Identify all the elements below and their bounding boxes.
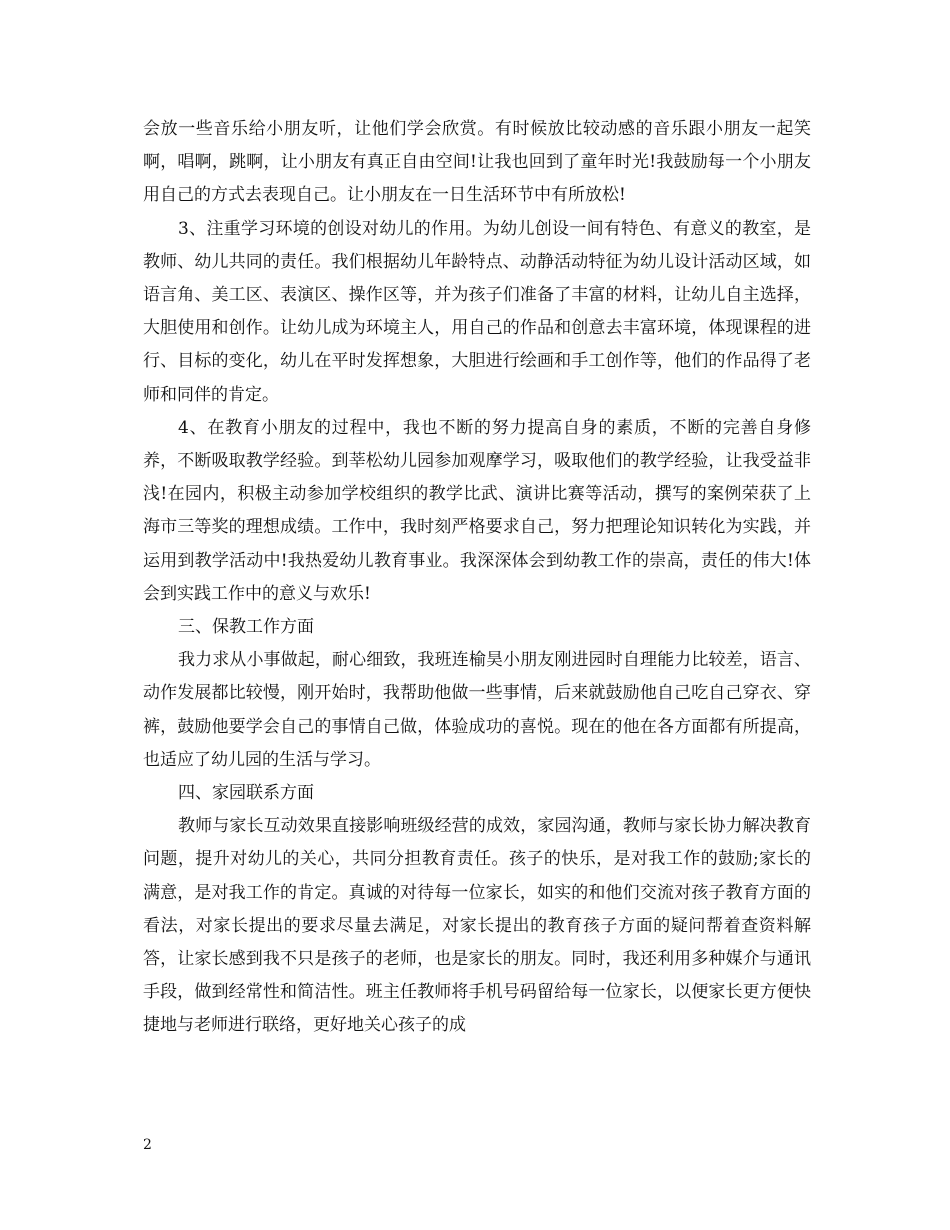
paragraph-learning-environment: 3、注重学习环境的创设对幼儿的作用。为幼儿创设一间有特色、有意义的教室，是教师、幼儿共同的责任。我们根据幼儿年龄特点、动静活动特征为幼儿设计活动区域，如语言角、美工区、表演区、操作区等，并为孩子们准备了丰富的材料，让幼儿自主选择，大胆使用和创作。让幼儿成为环境主人，用自己的作品和创意去丰富环境，体现课程的进行、目标的变化，幼儿在平时发挥想象，大胆进行绘画和手工创作等，他们的作品得了老师和同伴的肯定。 bbox=[143, 218, 811, 405]
paragraph-music-activity: 会放一些音乐给小朋友听，让他们学会欣赏。有时候放比较动感的音乐跟小朋友一起笑啊，唱啊，跳啊，让小朋友有真正自由空间!让我也回到了童年时光!我鼓励每一个小朋友用自己的方式去表现自己。让小朋友在一日生活环节中有所放松! bbox=[143, 119, 811, 206]
paragraph-home-school: 教师与家长互动效果直接影响班级经营的成效，家园沟通，教师与家长协力解决教育问题，提升对幼儿的关心，共同分担教育责任。孩子的快乐，是对我工作的鼓励;家长的满意，是对我工作的肯定。真诚的对待每一位家长，如实的和他们交流对孩子教育方面的看法，对家长提出的要求尽量去满足，对家长提出的教育孩子方面的疑问帮着查资料解答，让家长感到我不只是孩子的老师，也是家长的朋友。同时，我还利用多种媒介与通讯手段，做到经常性和简洁性。班主任教师将手机号码留给每一位家长，以便家长更方便快捷地与老师进行联络，更好地关心孩子的成 bbox=[143, 816, 811, 1036]
section-heading-care-education: 三、保教工作方面 bbox=[178, 617, 314, 638]
paragraph-self-improvement: 4、在教育小朋友的过程中，我也不断的努力提高自身的素质，不断的完善自身修养，不断吸取教学经验。到莘松幼儿园参加观摩学习，吸取他们的教学经验，让我受益非浅!在园内，积极主动参加学校组织的教学比武、演讲比赛等活动，撰写的案例荣获了上海市三等奖的理想成绩。工作中，我时刻严格要求自己，努力把理论知识转化为实践，并运用到教学活动中!我热爱幼儿教育事业。我深深体会到幼教工作的崇高，责任的伟大!体会到实践工作中的意义与欢乐! bbox=[143, 417, 811, 604]
document-body bbox=[143, 113, 811, 1043]
page-number: 2 bbox=[143, 1137, 152, 1153]
paragraph-care-education: 我力求从小事做起，耐心细致，我班连榆昊小朋友刚进园时自理能力比较差，语言、动作发展都比较慢，刚开始时，我帮助他做一些事情，后来就鼓励他自己吃自己穿衣、穿裤，鼓励他要学会自己的事情自己做，体验成功的喜悦。现在的他在各方面都有所提高，也适应了幼儿园的生活与学习。 bbox=[143, 650, 811, 770]
section-heading-home-school: 四、家园联系方面 bbox=[178, 783, 314, 804]
